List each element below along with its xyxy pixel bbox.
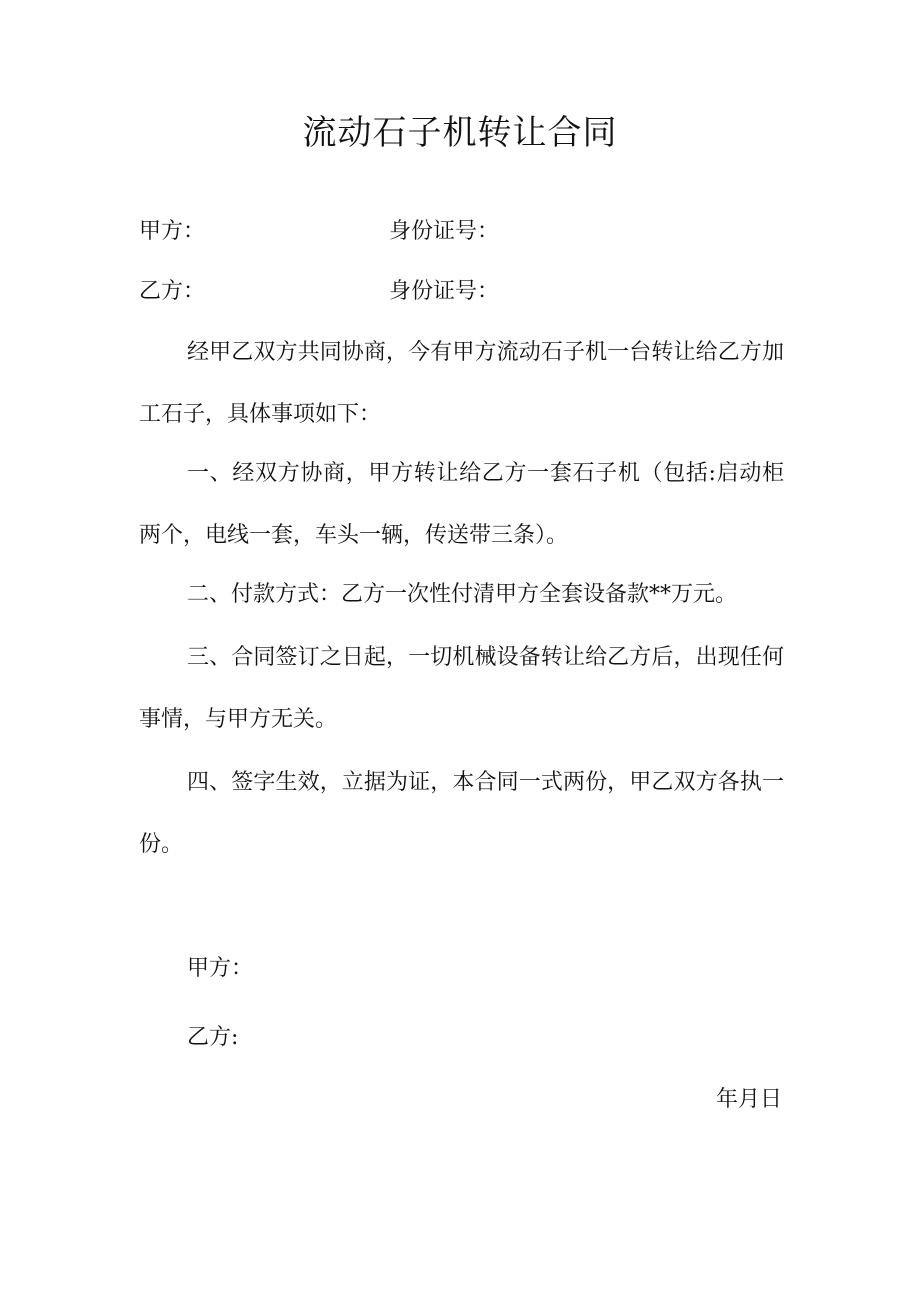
clause-3-paragraph: 三、合同签订之日起，一切机械设备转让给乙方后，出现任何事情，与甲方无关。 [139, 645, 784, 732]
party-b-id-label: 身份证号： [389, 279, 500, 304]
party-a-id-label: 身份证号： [389, 219, 500, 244]
party-b-label: 乙方： [139, 279, 206, 304]
clause-2-paragraph: 二、付款方式：乙方一次性付清甲方全套设备款**万元。 [187, 582, 738, 607]
party-a-row [139, 217, 789, 247]
party-a-label: 甲方： [139, 219, 206, 244]
intro-paragraph: 经甲乙双方共同协商，今有甲方流动石子机一台转让给乙方加工石子，具体事项如下： [139, 340, 784, 427]
signature-party-b: 乙方: [187, 1025, 239, 1050]
document-title: 流动石子机转让合同 [302, 113, 618, 153]
party-b-row [139, 277, 789, 307]
clause-1-paragraph: 一、经双方协商，甲方转让给乙方一套石子机（包括:启动柜两个，电线一套，车头一辆，传送带三条）。 [139, 461, 784, 548]
clause-4-paragraph: 四、签字生效，立据为证，本合同一式两份，甲乙双方各执一份。 [139, 770, 784, 857]
signature-date: 年月日 [715, 1087, 782, 1112]
signature-party-a: 甲方： [187, 956, 254, 981]
